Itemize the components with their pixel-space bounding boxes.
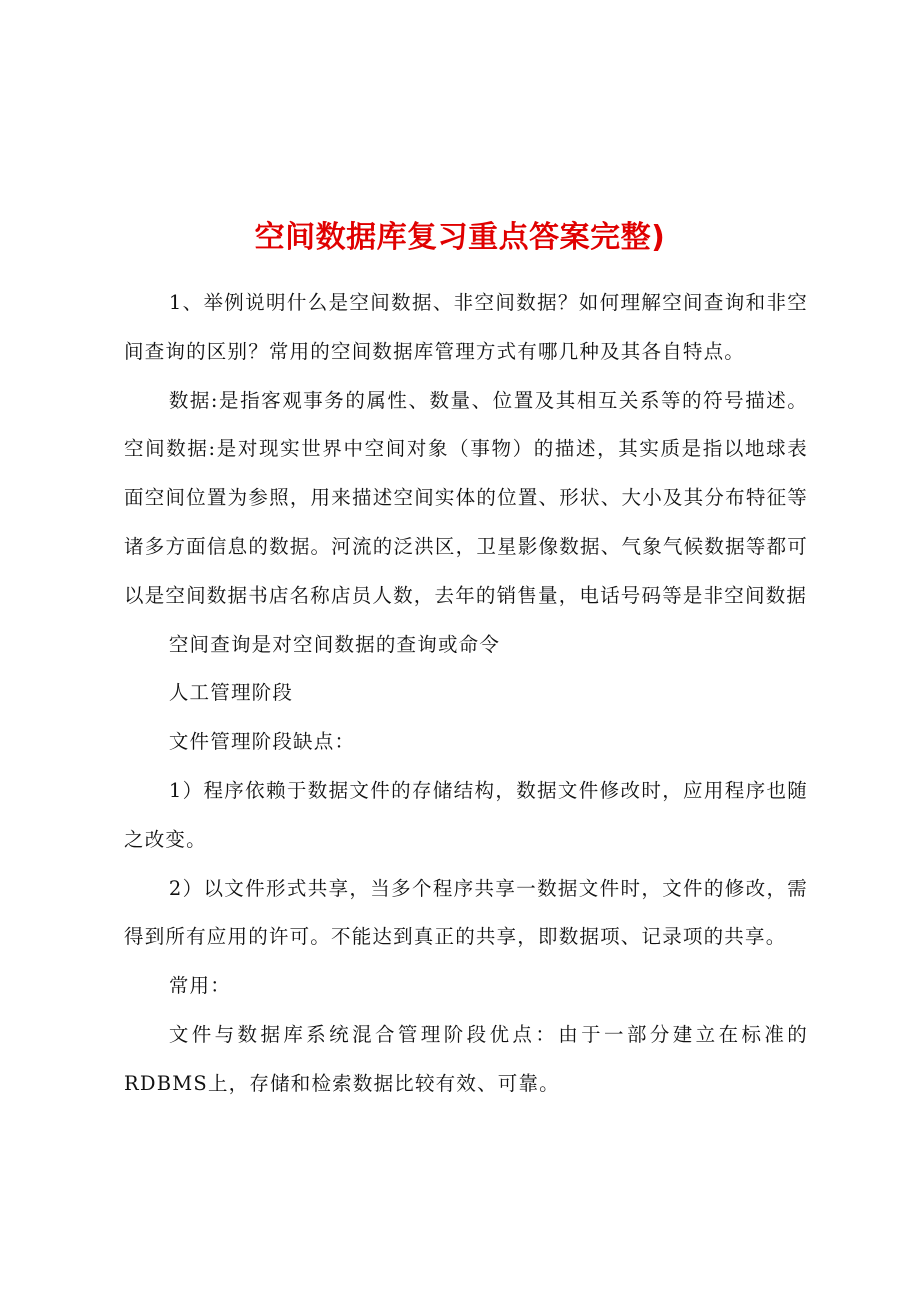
paragraph-file-management-heading: 文件管理阶段缺点： xyxy=(168,730,356,754)
paragraph-data-definition: 数据:是指客观事务的属性、数量、位置及其相互关系等的符号描述。空间数据:是对现实世界中空间对象（事物）的描述，其实质是指以地球表面空间位置为参照，用来描述空间实体的位置、形状、大小及其分布特征等诸多方面信息的数据。河流的泛洪区，卫星影像数据、气象气候数据等都可以是空间数据书店名称店员人数，去年的销售量，电话号码等是非空间数据 xyxy=(124,388,808,607)
paragraph-spatial-query: 空间查询是对空间数据的查询或命令 xyxy=(168,632,501,656)
paragraph-file-drawback-1: 1）程序依赖于数据文件的存储结构，数据文件修改时，应用程序也随之改变。 xyxy=(124,778,808,851)
paragraph-common-heading: 常用： xyxy=(168,974,231,998)
document-body xyxy=(124,279,808,1109)
document-title: 空间数据库复习重点答案完整) xyxy=(254,220,666,256)
paragraph-question-1: 1、举例说明什么是空间数据、非空间数据？如何理解空间查询和非空间查询的区别？常用的空间数据库管理方式有哪几种及其各自特点。 xyxy=(124,291,808,363)
paragraph-file-drawback-2: 2）以文件形式共享，当多个程序共享一数据文件时，文件的修改，需得到所有应用的许可。不能达到真正的共享，即数据项、记录项的共享。 xyxy=(124,876,808,949)
paragraph-hybrid-management: 文件与数据库系统混合管理阶段优点：由于一部分建立在标准的RDBMS上，存储和检索数据比较有效、可靠。 xyxy=(124,1022,808,1095)
paragraph-manual-management: 人工管理阶段 xyxy=(168,681,294,705)
